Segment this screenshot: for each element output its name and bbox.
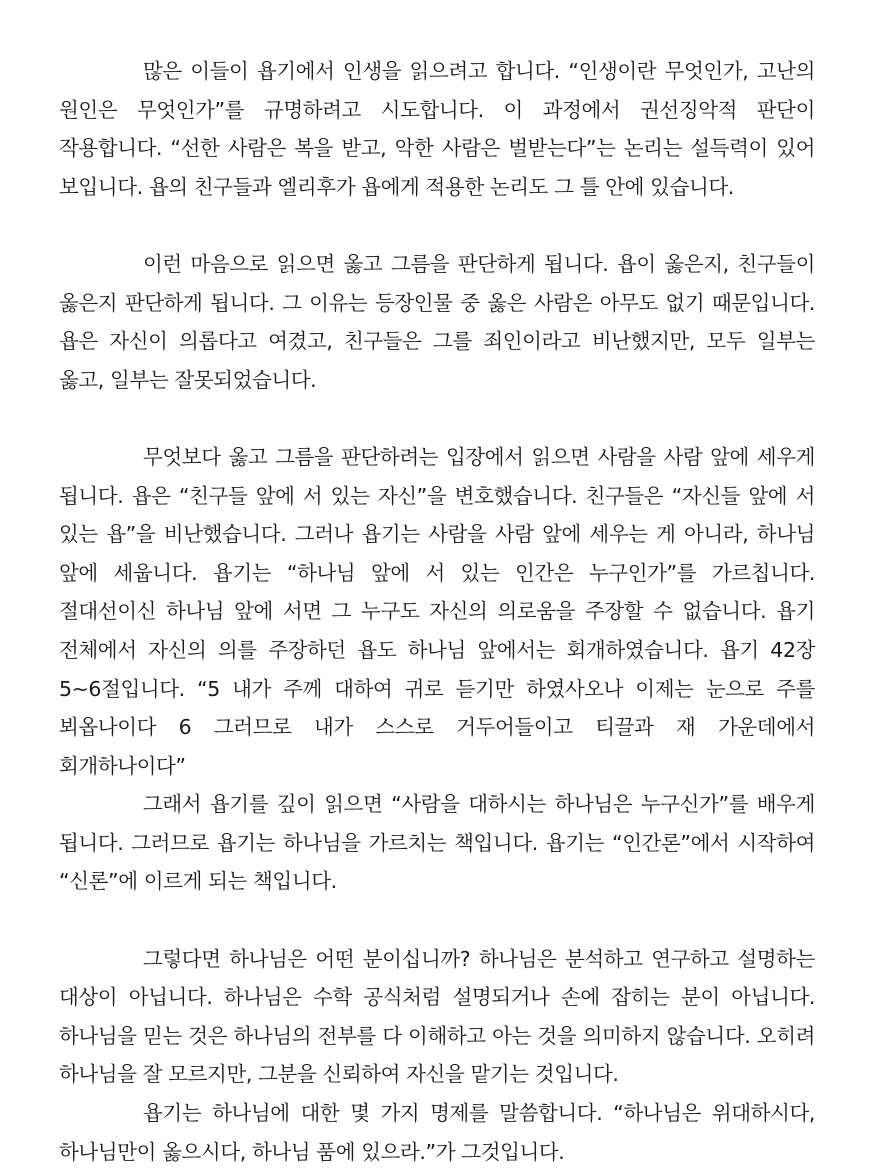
paragraph-job-as-life: 많은 이들이 욥기에서 인생을 읽으려고 합니다. “인생이란 무엇인가, 고난의 원인은 무엇인가”를 규명하려고 시도합니다. 이 과정에서 권선징악적 판단이 작용합니다. “선한 사람은 복을 받고, 악한 사람은 벌받는다”는 논리는 설득력이 있어 보입니다. 욥의 친구들과 엘리후가 욥에게 적용한 논리도 그 틀 안에 있습니다. [59,59,815,199]
document-page [59,52,815,1171]
paragraph-right-wrong: 이런 마음으로 읽으면 옳고 그름을 판단하게 됩니다. 욥이 옳은지, 친구들이 옳은지 판단하게 됩니다. 그 이유는 등장인물 중 옳은 사람은 아무도 없기 때문입니다. 욥은 자신이 의롭다고 여겼고, 친구들은 그를 죄인이라고 비난했지만, 모두 일부는 옳고, 일부는 잘못되었습니다. [59,251,815,392]
paragraph-job-teaches-god: 그래서 욥기를 깊이 읽으면 “사람을 대하시는 하나님은 누구신가”를 배우게 됩니다. 그러므로 욥기는 하나님을 가르치는 책입니다. 욥기는 “인간론”에서 시작하여 “신론”에 이르게 되는 책입니다. [59,792,815,894]
paragraph-propositions: 욥기는 하나님에 대한 몇 가지 명제를 말씀합니다. “하나님은 위대하시다, 하나님만이 옳으시다, 하나님 품에 있으라.”가 그것입니다. [59,1101,815,1164]
paragraph-who-is-god: 그렇다면 하나님은 어떤 분이십니까? 하나님은 분석하고 연구하고 설명하는 대상이 아닙니다. 하나님은 수학 공식처럼 설명되거나 손에 잡히는 분이 아닙니다. 하나님을 믿는 것은 하나님의 전부를 다 이해하고 아는 것을 의미하지 않습니다. 오히려 하나님을 잘 모르지만, 그분을 신뢰하여 자신을 맡기는 것입니다. [59,946,815,1087]
paragraph-before-god: 무엇보다 옳고 그름을 판단하려는 입장에서 읽으면 사람을 사람 앞에 세우게 됩니다. 욥은 “친구들 앞에 서 있는 자신”을 변호했습니다. 친구들은 “자신들 앞에 서 있는 욥”을 비난했습니다. 그러나 욥기는 사람을 사람 앞에 세우는 게 아니라, 하나님 앞에 세웁니다. 욥기는 “하나님 앞에 서 있는 인간은 누구인가”를 가르칩니다. 절대선이신 하나님 앞에 서면 그 누구도 자신의 의로움을 주장할 수 없습니다. 욥기 전체에서 자신의 의를 주장하던 욥도 하나님 앞에서는 회개하였습니다. 욥기 42장 5~6절입니다. “5 내가 주께 대하여 귀로 듣기만 하였사오나 이제는 눈으로 주를 뵈옵나이다 6 그러므로 내가 스스로 거두어들이고 티끌과 재 가운데에서 회개하나이다” [59,444,815,778]
